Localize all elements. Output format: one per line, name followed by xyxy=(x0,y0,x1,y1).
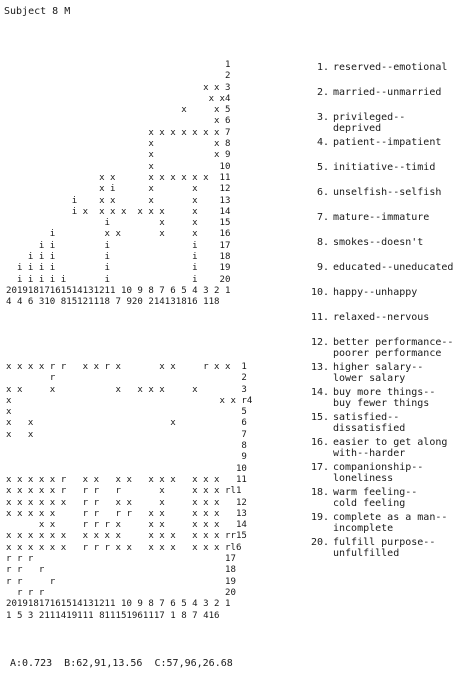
legend-item xyxy=(305,212,473,223)
legend-label: educated--uneducated xyxy=(333,262,454,273)
legend-item xyxy=(305,237,473,248)
legend-number: 10. xyxy=(310,287,329,298)
lower-grid-row: r r r 17 xyxy=(6,554,236,565)
legend-label: mature--immature xyxy=(333,212,430,223)
legend-item xyxy=(305,462,473,484)
summary-statistics: A:0.723 B:62,91,13.56 C:57,96,26.68 xyxy=(10,658,233,669)
legend-item xyxy=(305,437,473,459)
legend-number: 18. xyxy=(310,487,329,498)
legend-label: reserved--emotional xyxy=(333,62,448,73)
legend-number: 14. xyxy=(310,387,329,398)
upper-grid-row: x x 5 xyxy=(181,105,231,116)
legend-item xyxy=(305,312,473,323)
legend-item xyxy=(305,287,473,298)
lower-grid-row: x x 7 xyxy=(6,429,247,440)
legend-item xyxy=(305,487,473,509)
legend-label: patient--impatient xyxy=(333,137,442,148)
upper-grid-row: i x x x x 13 xyxy=(71,195,231,206)
upper-grid-row: 20191817161514131211 10 9 8 7 6 5 4 3 2 1 xyxy=(6,285,231,296)
lower-grid-row: x x r r r x x x x x x 14 xyxy=(38,520,247,531)
upper-grid-row: x x 8 xyxy=(148,139,231,150)
legend-label: privileged-- deprived xyxy=(333,112,406,134)
legend-item xyxy=(305,387,473,409)
legend-number: 5. xyxy=(316,162,329,173)
lower-grid-row: x x x x x r r r r x x x x rl1 xyxy=(6,486,242,497)
upper-grid-row: x x x x x x x 7 xyxy=(148,127,231,138)
legend-number: 19. xyxy=(310,512,329,523)
upper-grid-row: 4 4 6 310 815121118 7 920 214131816 118 xyxy=(6,297,220,308)
legend-label: buy more things-- buy fewer things xyxy=(333,387,436,409)
legend-label: warm feeling-- cold feeling xyxy=(333,487,418,509)
legend-number: 1. xyxy=(316,62,329,73)
legend-item xyxy=(305,137,473,148)
legend-number: 15. xyxy=(310,412,329,423)
lower-grid-row: x x x x x x x x 3 xyxy=(6,384,247,395)
legend-item xyxy=(305,62,473,73)
legend-label: fulfill purpose-- unfulfilled xyxy=(333,537,436,559)
legend-item xyxy=(305,112,473,134)
upper-grid-row: i i i i i 18 xyxy=(27,252,231,263)
legend-number: 4. xyxy=(316,137,329,148)
lower-grid-row: x x x x x x x x x x x x x x x x rr15 xyxy=(6,531,247,542)
legend-label: initiative--timid xyxy=(333,162,436,173)
upper-grid-row: x 6 xyxy=(214,116,231,127)
lower-grid-row: r r r 18 xyxy=(6,565,236,576)
upper-grid-row: i i i i 17 xyxy=(38,240,231,251)
legend-label: better performance-- poorer performance xyxy=(333,337,454,359)
legend-item xyxy=(305,262,473,273)
legend-label: easier to get along with--harder xyxy=(333,437,448,459)
legend-label: smokes--doesn't xyxy=(333,237,424,248)
upper-grid-row: i x x 15 xyxy=(104,218,231,229)
legend-number: 11. xyxy=(310,312,329,323)
upper-grid-row: i i i i i i 19 xyxy=(16,263,231,274)
upper-grid-row: 2 xyxy=(224,71,231,82)
lower-grid-row: x x x x x x r r x x x x x x 12 xyxy=(6,497,247,508)
legend-item xyxy=(305,187,473,198)
legend-item xyxy=(305,512,473,534)
legend-label: married--unmarried xyxy=(333,87,442,98)
upper-grid-row: i x x x x x x x x 14 xyxy=(71,206,231,217)
legend-item xyxy=(305,412,473,434)
lower-grid-row: r r r 20 xyxy=(16,587,236,598)
upper-grid-row: x i x x 12 xyxy=(99,184,231,195)
upper-grid-row: x x 3 xyxy=(203,82,231,93)
scale-legend xyxy=(305,62,473,562)
legend-item xyxy=(305,537,473,559)
upper-rating-grid xyxy=(6,60,230,309)
legend-number: 17. xyxy=(310,462,329,473)
legend-number: 2. xyxy=(316,87,329,98)
upper-grid-row: x x x x x x x x 11 xyxy=(99,172,231,183)
upper-grid-row: x 10 xyxy=(148,161,231,172)
legend-item xyxy=(305,362,473,384)
subject-title: Subject 8 M xyxy=(4,6,71,17)
legend-label: relaxed--nervous xyxy=(333,312,430,323)
legend-item xyxy=(305,337,473,359)
lower-grid-row: x x x x r r x x r x x x r x x 1 xyxy=(6,362,247,372)
lower-grid-row: r 2 xyxy=(49,373,247,384)
lower-grid-row: 10 xyxy=(235,463,247,474)
lower-grid-row: x 5 xyxy=(6,407,247,418)
lower-grid-row: x x x x x x r r r x x x x x x x x rl6 xyxy=(6,542,242,553)
legend-label: companionship-- loneliness xyxy=(333,462,424,484)
lower-grid-row: 9 xyxy=(241,452,247,463)
legend-number: 3. xyxy=(316,112,329,123)
lower-grid-row: x x x x x r x x x x x x x x x x 11 xyxy=(6,474,247,485)
legend-number: 7. xyxy=(316,212,329,223)
lower-grid-row: r r r 19 xyxy=(6,576,236,587)
lower-grid-row: 1 5 3 2111419111 811151961117 1 8 7 416 xyxy=(6,610,220,621)
lower-grid-row: 8 xyxy=(241,441,247,452)
legend-label: happy--unhappy xyxy=(333,287,418,298)
lower-rating-grid xyxy=(6,362,252,622)
legend-number: 16. xyxy=(310,437,329,448)
upper-grid-row: i i i i i i i 20 xyxy=(16,274,231,285)
lower-grid-row: x x x r4 xyxy=(6,395,253,406)
legend-label: satisfied-- dissatisfied xyxy=(333,412,406,434)
upper-grid-row: 1 xyxy=(224,60,231,70)
legend-number: 8. xyxy=(316,237,329,248)
legend-number: 12. xyxy=(310,337,329,348)
upper-grid-row: x x4 xyxy=(208,93,231,104)
legend-item xyxy=(305,162,473,173)
legend-number: 20. xyxy=(310,537,329,548)
legend-label: unselfish--selfish xyxy=(333,187,442,198)
upper-grid-row: x x 9 xyxy=(148,150,231,161)
legend-item xyxy=(305,87,473,98)
lower-grid-row: x x x 6 xyxy=(6,418,247,429)
legend-label: higher salary-- lower salary xyxy=(333,362,424,384)
upper-grid-row: i x x x x 16 xyxy=(49,229,231,240)
legend-number: 13. xyxy=(310,362,329,373)
legend-label: complete as a man-- incomplete xyxy=(333,512,448,534)
lower-grid-row: x x x x x r r r r x x x x x 13 xyxy=(6,508,247,519)
legend-number: 6. xyxy=(316,187,329,198)
legend-number: 9. xyxy=(316,262,329,273)
lower-grid-row: 20191817161514131211 10 9 8 7 6 5 4 3 2 1 xyxy=(6,599,231,610)
